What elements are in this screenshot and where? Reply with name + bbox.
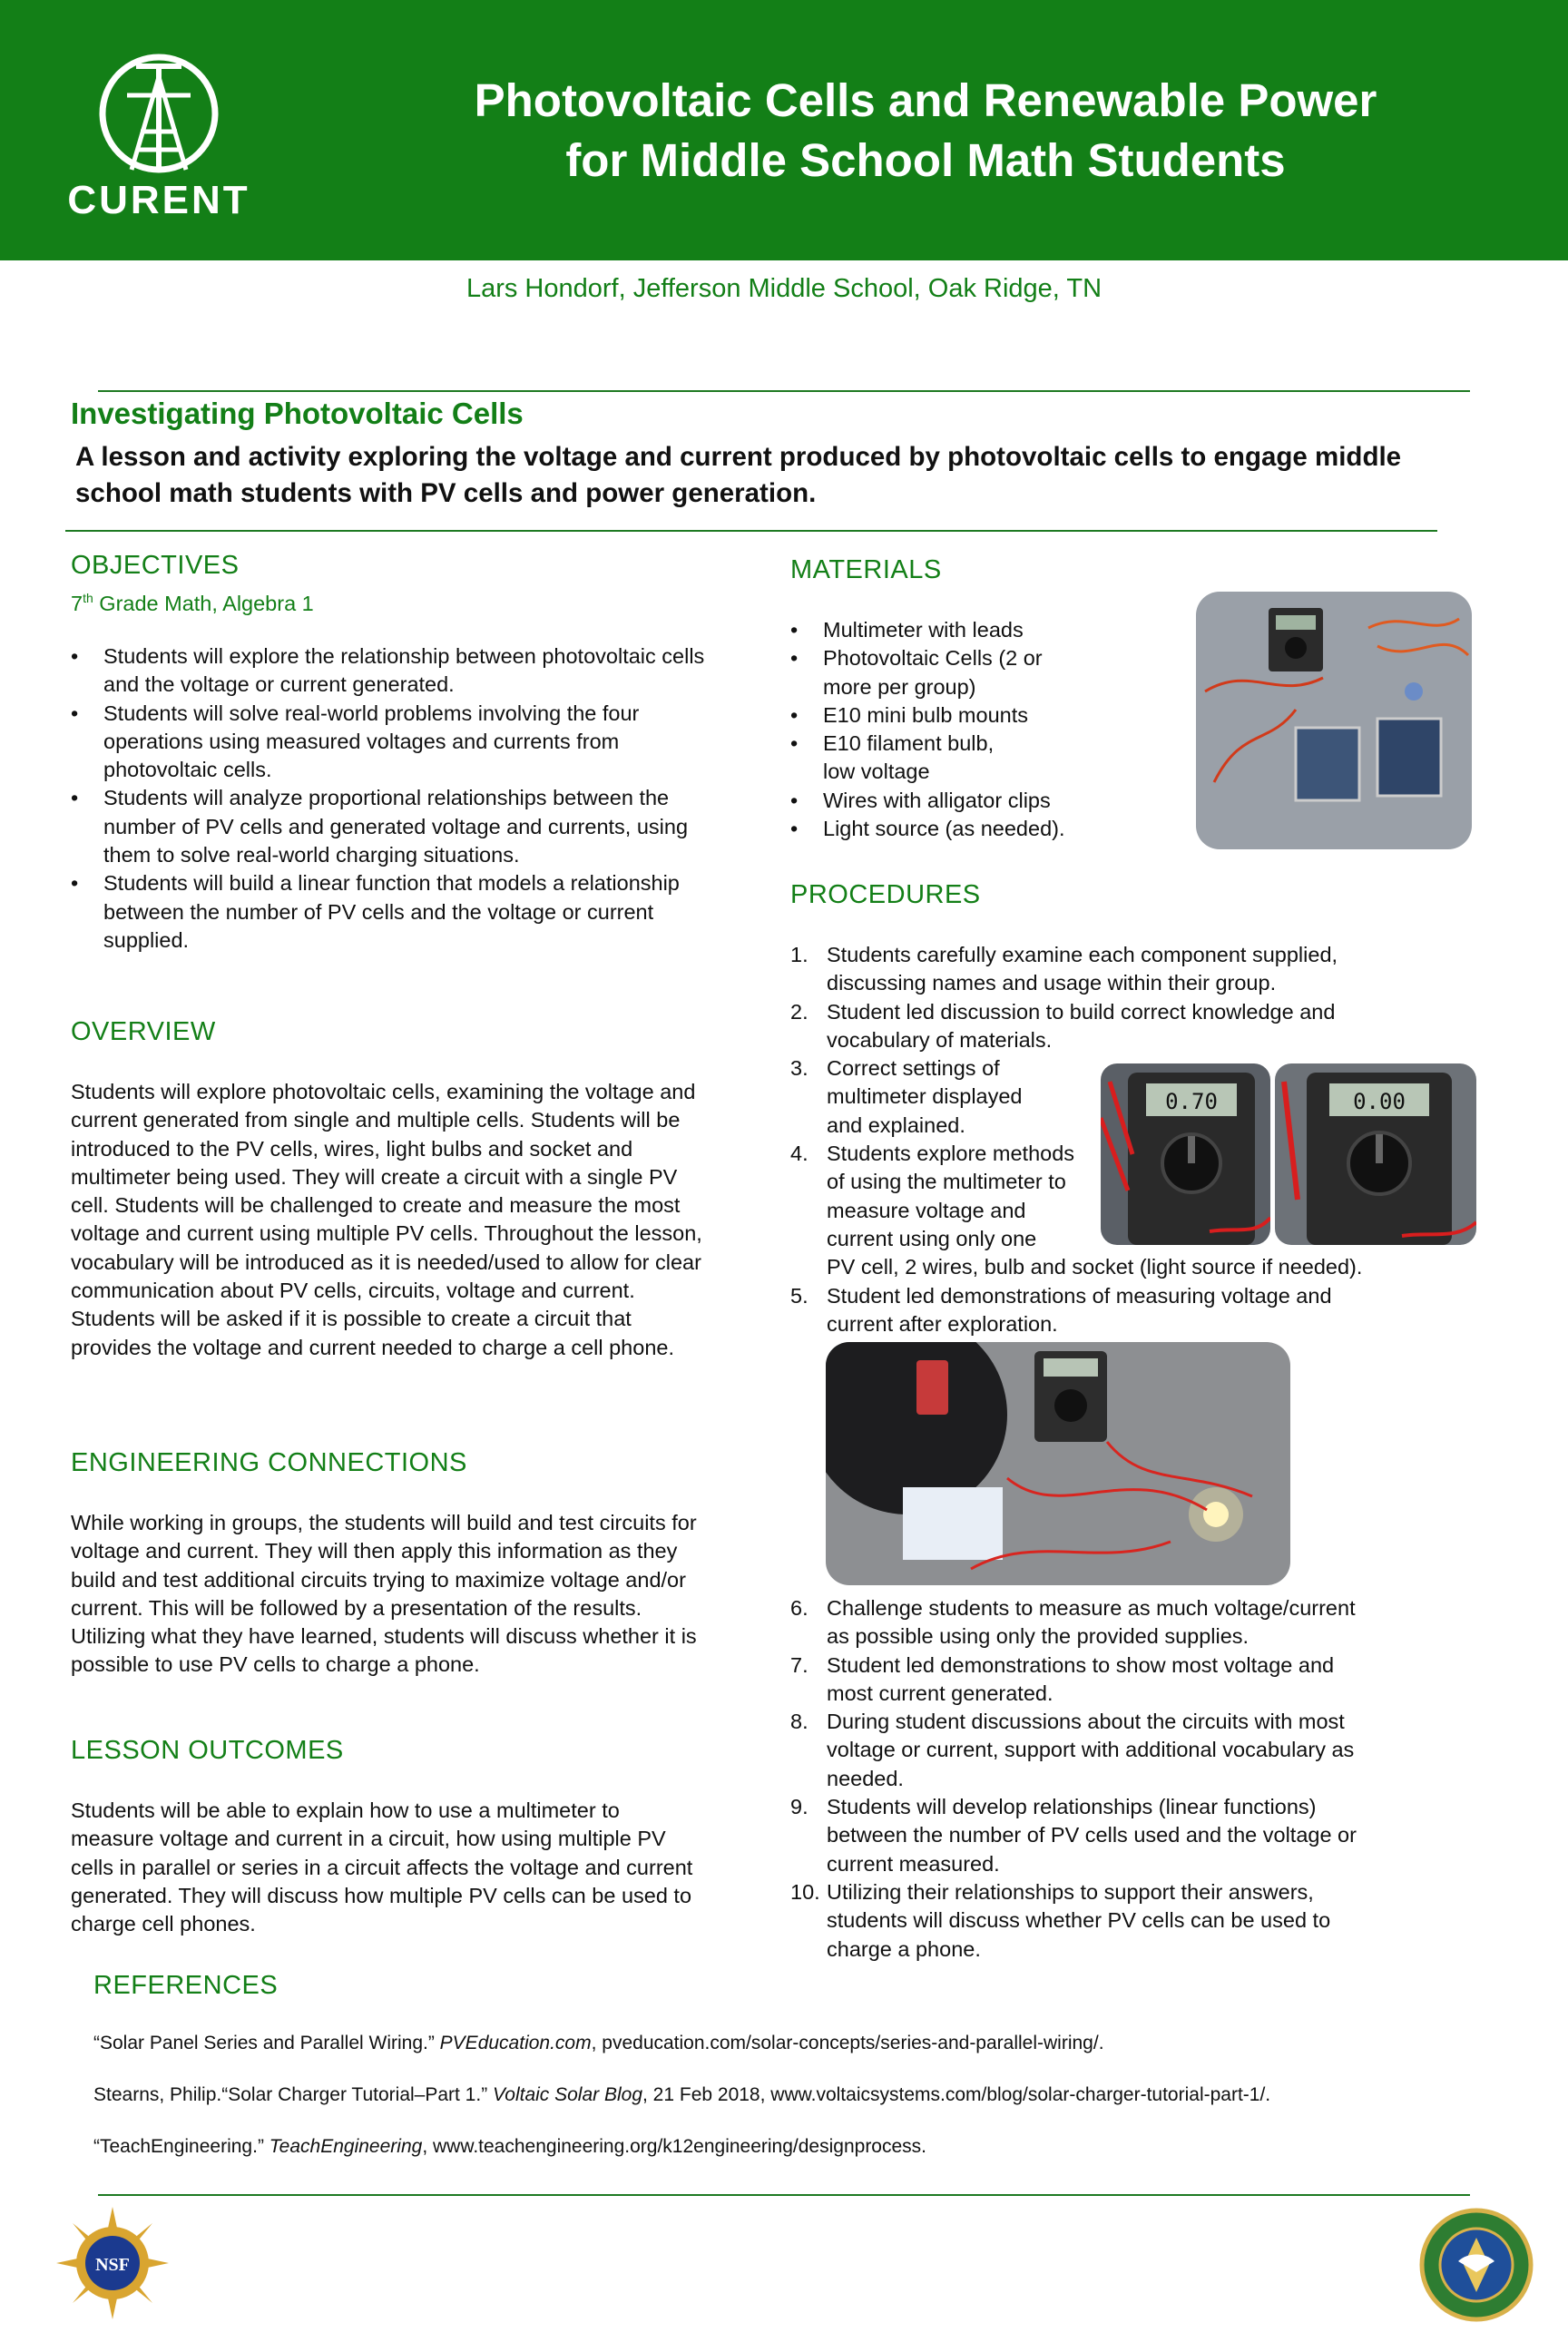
reference-2: Stearns, Philip.“Solar Charger Tutorial–Part 1.” Voltaic Solar Blog, 21 Feb 2018, www.voltaicsystems.com/blog/solar-charger-tutorial-part-1/. (93, 2084, 1271, 2105)
procedure-item: 3. Correct settings of multimeter displayed and explained. (790, 1056, 1023, 1137)
title-line-2: for Middle School Math Students (565, 134, 1286, 186)
procedure-item: 1. Students carefully examine each component supplied, discussing names and usage within their group. (790, 943, 1338, 995)
demonstration-photo (826, 1342, 1290, 1585)
outcomes-heading: LESSON OUTCOMES (71, 1736, 344, 1765)
reference-3: “TeachEngineering.” TeachEngineering, www.teachengineering.org/k12engineering/designprocess. (93, 2136, 927, 2157)
nsf-logo-text: NSF (95, 2255, 130, 2275)
overview-text: Students will explore photovoltaic cells, examining the voltage and current generated from single and multiple cells. Students will be introduced to the PV cells, wires, light bulbs and socket and multimeter being used. They will create a circuit with a single PV cell. Students will be challenged to create and measure the most voltage and current using multiple PV cells. Throughout the lesson, vocabulary will be introduced as it is needed/used to allow for clear communication about PV cells, circuits, voltage and current. Students will be asked if it is possible to create a circuit that provides the voltage and current needed to charge a cell phone. (71, 1080, 702, 1359)
objective-item: • Students will solve real-world problems involving the four operations using measured voltages and currents from photovoltaic cells. (71, 700, 706, 785)
objective-item: • Students will analyze proportional relationships between the number of PV cells and generated voltage and currents, using them to solve real-world charging situations. (71, 784, 706, 869)
procedure-item: 2. Student led discussion to build correct knowledge and vocabulary of materials. (790, 999, 1336, 1052)
lead-subtitle: A lesson and activity exploring the voltage and current produced by photovoltaic cells to engage middle school math students with PV cells and power generation. (75, 442, 1402, 508)
engineering-text: While working in groups, the students will build and test circuits for voltage and current. They will then apply this information as they build and test additional circuits trying to maximize voltage and/or current. This will be followed by a presentation of the results. Utilizing what they have learned, students will discuss whether it is possible to use PV cells to charge a phone. (71, 1511, 697, 1677)
material-item: • E10 filament bulb, low voltage (790, 730, 1190, 787)
procedure-item: 7. Student led demonstrations to show most voltage and most current generated. (790, 1652, 1335, 1705)
header-banner (0, 0, 1568, 260)
overview-heading: OVERVIEW (71, 1017, 216, 1046)
procedures-heading: PROCEDURES (790, 880, 981, 909)
material-item: • E10 mini bulb mounts (790, 701, 1190, 730)
divider (98, 390, 1470, 392)
materials-photo (1196, 592, 1472, 849)
procedure-item: 8. During student discussions about the circuits with most voltage or current, support with additional vocabulary as needed. (790, 1710, 1355, 1790)
curent-logo-text: CURENT (67, 178, 250, 222)
multimeter-photo-2 (1275, 1063, 1476, 1245)
procedure-item: 9. Students will develop relationships (linear functions) between the number of PV cells used and the voltage or current measured. (790, 1795, 1357, 1876)
poster-title (381, 71, 1470, 191)
engineering-heading: ENGINEERING CONNECTIONS (71, 1448, 467, 1477)
material-item: • Multimeter with leads (790, 616, 1190, 644)
procedure-item: 10. Utilizing their relationships to support their answers, students will discuss whether PV cells can be used to charge a phone. (790, 1879, 1331, 1961)
procedure-item: 4. Students explore methods of using the multimeter to measure voltage and current using only one PV cell, 2 wires, bulb and socket (light source if needed). (790, 1142, 1363, 1279)
material-item: • Light source (as needed). (790, 815, 1190, 843)
curent-logo (45, 41, 272, 227)
author-line: Lars Hondorf, Jefferson Middle School, Oak Ridge, TN (466, 274, 1102, 303)
material-item: • Wires with alligator clips (790, 787, 1190, 815)
procedures-list-b (790, 1594, 1480, 1964)
title-line-1: Photovoltaic Cells and Renewable Power (474, 74, 1377, 126)
procedure-item: 5. Student led demonstrations of measuring voltage and current after exploration. (790, 1283, 1332, 1336)
material-item: • Photovoltaic Cells (2 or more per group) (790, 644, 1190, 701)
divider (98, 2194, 1470, 2196)
objective-item: • Students will build a linear function that models a relationship between the number of PV cells and the voltage or current supplied. (71, 869, 706, 955)
reference-1: “Solar Panel Series and Parallel Wiring.” PVEducation.com, pveducation.com/solar-concepts/series-and-parallel-wiring/. (93, 2033, 1104, 2053)
nsf-logo (54, 2205, 171, 2321)
doe-seal (1418, 2207, 1534, 2323)
divider (65, 530, 1437, 532)
objectives-list (71, 642, 706, 955)
materials-list (790, 616, 1190, 843)
objectives-grade: 7th Grade Math, Algebra 1 (71, 591, 314, 615)
objective-item: • Students will explore the relationship between photovoltaic cells and the voltage or current generated. (71, 642, 706, 700)
outcomes-text: Students will be able to explain how to use a multimeter to measure voltage and current in a circuit, how using multiple PV cells in parallel or series in a circuit affects the voltage and current generated. They will discuss how multiple PV cells can be used to charge cell phones. (71, 1798, 693, 1936)
lead-title: Investigating Photovoltaic Cells (71, 397, 524, 430)
objectives-heading: OBJECTIVES (71, 551, 240, 580)
procedure-item: 6. Challenge students to measure as much voltage/current as possible using only the provided supplies. (790, 1596, 1356, 1649)
references-heading: REFERENCES (93, 1971, 279, 2000)
multimeter-photo-1 (1101, 1063, 1270, 1245)
meter-reading-1: 0.70 (1165, 1089, 1218, 1114)
materials-heading: MATERIALS (790, 555, 942, 584)
meter-reading-2: 0.00 (1353, 1089, 1406, 1114)
